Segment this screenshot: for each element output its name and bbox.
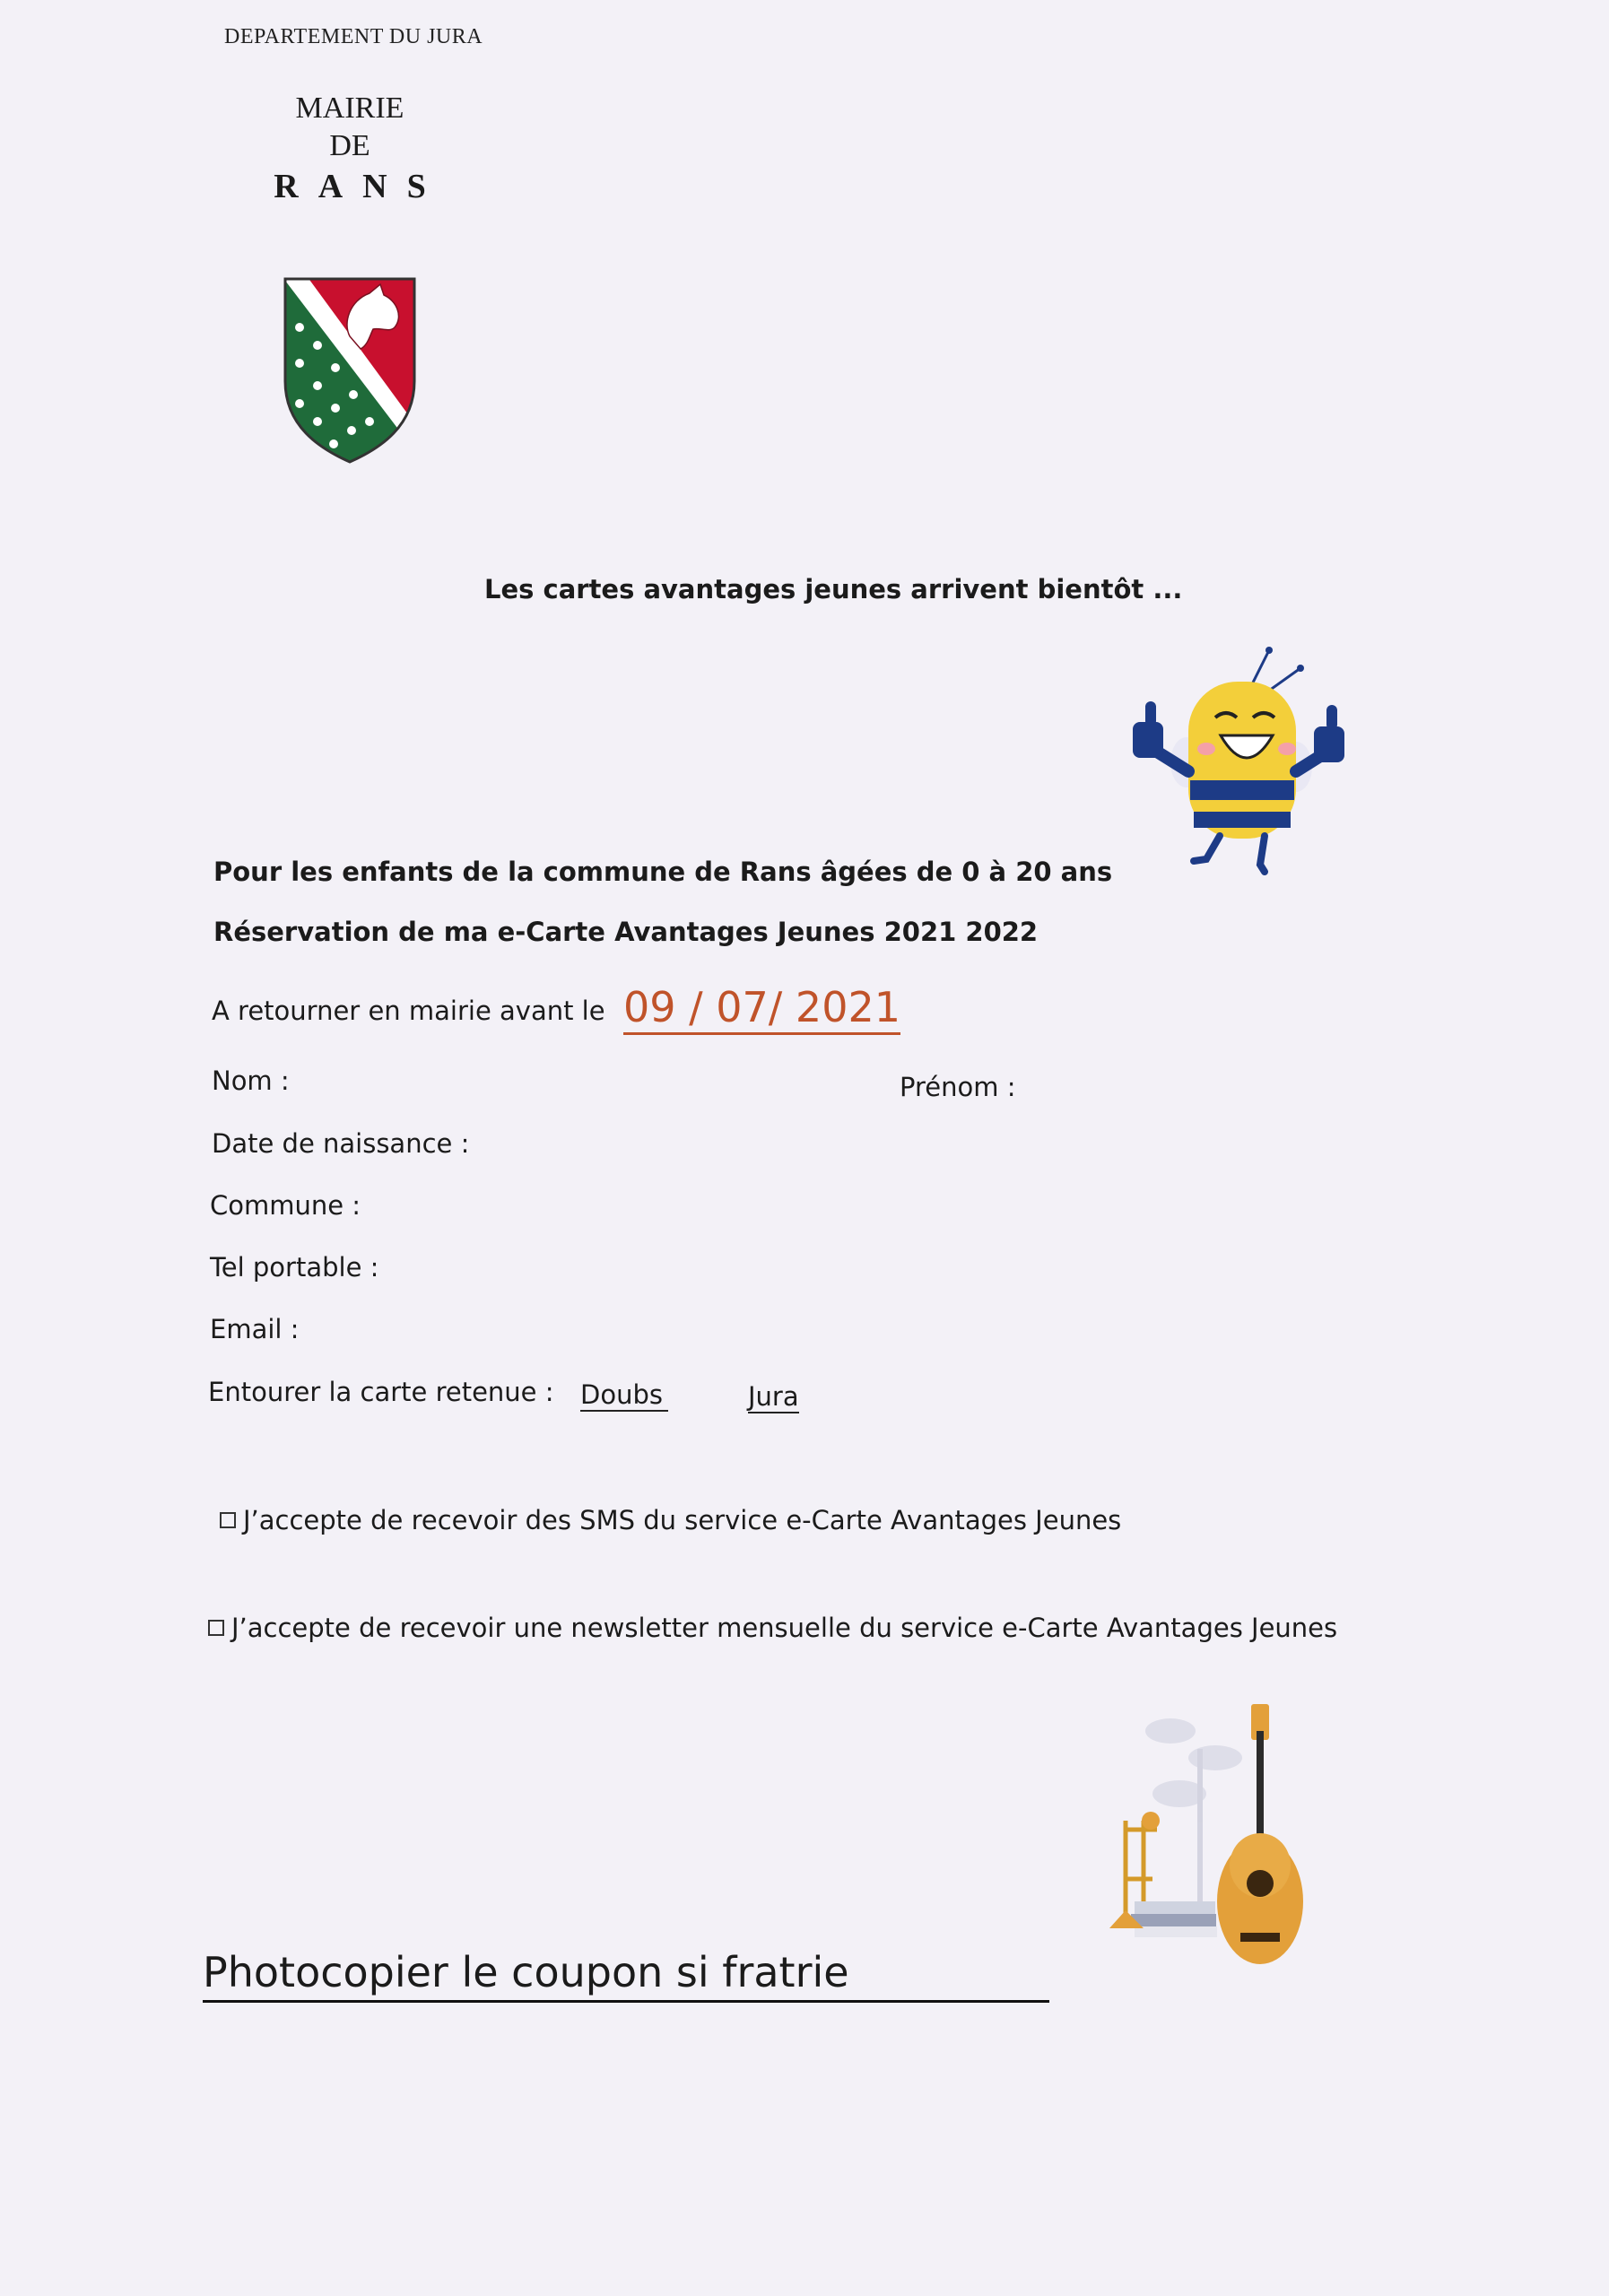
intro-line-2: Réservation de ma e-Carte Avantages Jeunes 2021 2022: [213, 917, 1039, 947]
commune-field[interactable]: Commune :: [210, 1190, 361, 1221]
newsletter-consent[interactable]: [208, 1613, 1337, 1643]
newsletter-consent-label: J’accepte de recevoir une newsletter mensuelle du service e-Carte Avantages Jeunes: [231, 1613, 1338, 1643]
email-field[interactable]: Email :: [210, 1314, 300, 1344]
sms-consent[interactable]: [220, 1505, 1121, 1535]
dob-field[interactable]: Date de naissance :: [212, 1128, 470, 1159]
photocopy-note: Photocopier le coupon si fratrie: [203, 1946, 1049, 2003]
checkbox-icon[interactable]: [220, 1512, 236, 1528]
intro-line-1: Pour les enfants de la commune de Rans âgées de 0 à 20 ans: [213, 857, 1113, 887]
card-choice-label: Entourer la carte retenue :: [208, 1377, 554, 1407]
tel-field[interactable]: Tel portable :: [210, 1252, 379, 1283]
checkbox-icon[interactable]: [208, 1620, 224, 1636]
prenom-field[interactable]: Prénom :: [900, 1072, 1016, 1102]
music-instruments-icon: [1090, 1695, 1314, 1982]
bee-mascot-icon: [1117, 646, 1354, 877]
announcement: Les cartes avantages jeunes arrivent bientôt ...: [484, 574, 1183, 604]
commune-name: RANS: [274, 168, 446, 205]
de-label: DE: [329, 129, 370, 162]
mairie-label: MAIRIE: [295, 91, 404, 125]
mairie-header: [233, 90, 466, 206]
card-option-jura[interactable]: Jura: [748, 1381, 799, 1412]
card-option-doubs[interactable]: Doubs: [580, 1379, 668, 1412]
crest-icon: [280, 274, 420, 465]
department-label: DEPARTEMENT DU JURA: [224, 25, 483, 48]
deadline-date: 09 / 07/ 2021: [623, 982, 900, 1035]
sms-consent-label: J’accepte de recevoir des SMS du service e-Carte Avantages Jeunes: [243, 1505, 1122, 1535]
return-label: A retourner en mairie avant le: [212, 996, 605, 1026]
nom-field[interactable]: Nom :: [212, 1065, 290, 1096]
